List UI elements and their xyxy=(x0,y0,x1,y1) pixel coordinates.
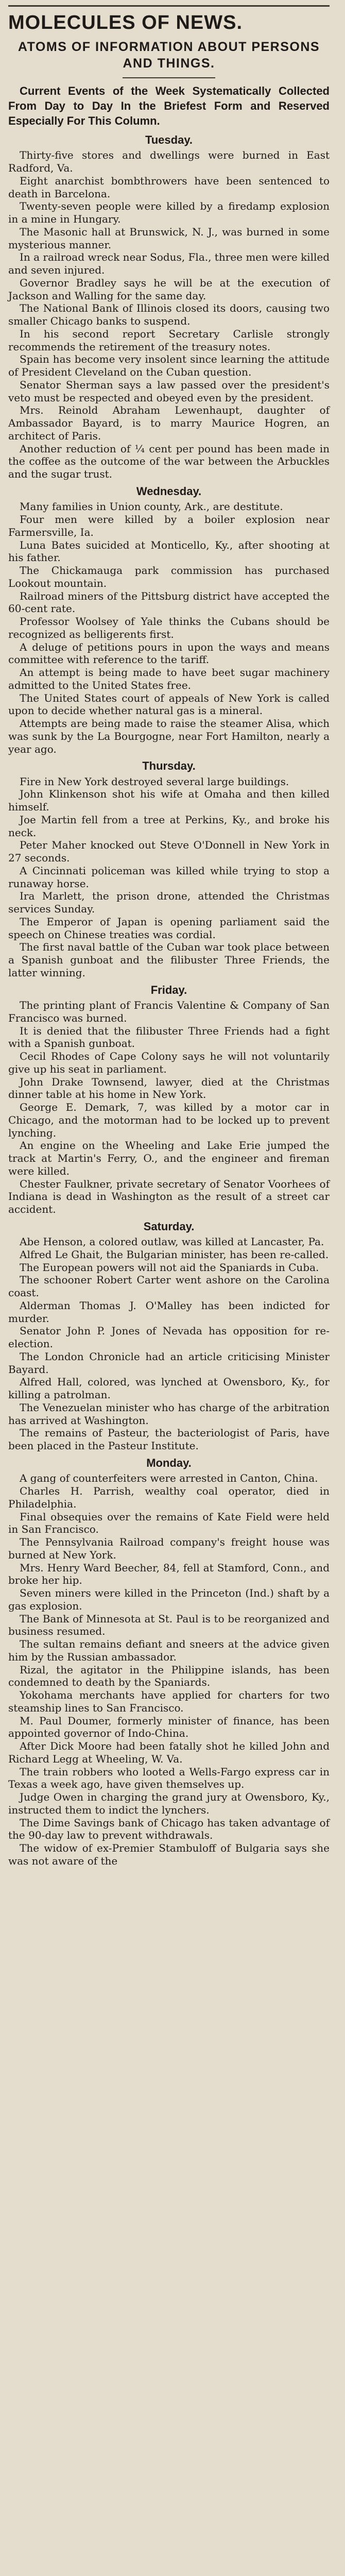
news-item: The widow of ex-Premier Stambuloff of Bulgaria says she was not aware of the xyxy=(8,1842,330,1867)
news-item: Final obsequies over the remains of Kate Field were held in San Francisco. xyxy=(8,1510,330,1536)
news-item: John Klinkenson shot his wife at Omaha and then killed himself. xyxy=(8,788,330,814)
day-heading: Tuesday. xyxy=(145,133,193,146)
news-item: Fire in New York destroyed several large buildings. xyxy=(20,775,289,788)
news-item: The Emperor of Japan is opening parliament said the speech on Chinese treaties was cordial. xyxy=(8,915,330,941)
news-item: Thirty-five stores and dwellings were burned in East Radford, Va. xyxy=(8,149,330,175)
news-item: Alfred Le Ghait, the Bulgarian minister, has been re-called. xyxy=(20,1248,329,1261)
news-item: Chester Faulkner, private secretary of Senator Voorhees of Indiana is dead in Washington as the result of a street car accident. xyxy=(8,1177,330,1216)
news-item: M. Paul Doumer, formerly minister of finance, has been appointed governor of Indo-China. xyxy=(8,1714,330,1740)
news-item: Ira Marlett, the prison drone, attended the Christmas services Sunday. xyxy=(8,890,330,916)
news-item: The remains of Pasteur, the bacteriologist of Paris, have been placed in the Pasteur Institute. xyxy=(8,1427,330,1452)
news-item: The Pennsylvania Railroad company's freight house was burned at New York. xyxy=(8,1536,330,1561)
day-heading: Friday. xyxy=(150,983,187,996)
news-item: Many families in Union county, Ark., are destitute. xyxy=(20,500,283,513)
news-item: Joe Martin fell from a tree at Perkins, Ky., and broke his neck. xyxy=(8,813,330,839)
news-item: Yokohama merchants have applied for charters for two steamship lines to San Francisco. xyxy=(8,1689,330,1714)
top-rule xyxy=(8,5,330,7)
news-item: Attempts are being made to raise the steamer Alisa, which was sunk by the La Bourgogne, near Fort Hamilton, nearly a year ago. xyxy=(8,717,330,755)
news-item: Railroad miners of the Pittsburg district have accepted the 60-cent rate. xyxy=(8,589,330,615)
news-item: Charles H. Parrish, wealthy coal operator, died in Philadelphia. xyxy=(8,1485,330,1510)
news-item: The Masonic hall at Brunswick, N. J., was burned in some mysterious manner. xyxy=(8,225,330,251)
news-item: The first naval battle of the Cuban war took place between a Spanish gunboat and the filibuster Three Friends, the latter winning. xyxy=(8,941,330,979)
news-item: The sultan remains defiant and sneers at the advice given him by the Russian ambassador. xyxy=(8,1638,330,1663)
news-item: The printing plant of Francis Valentine & Company of San Francisco was burned. xyxy=(8,999,330,1024)
news-item: Luna Bates suicided at Monticello, Ky., after shooting at his father. xyxy=(8,538,330,564)
news-item: Judge Owen in charging the grand jury at Owensboro, Ky., instructed them to indict the lynchers. xyxy=(8,1791,330,1816)
day-heading: Saturday. xyxy=(143,1219,195,1233)
news-item: The European powers will not aid the Spaniards in Cuba. xyxy=(20,1261,319,1274)
headline: MOLECULES OF NEWS. xyxy=(8,12,243,33)
news-item: Seven miners were killed in the Princeton (Ind.) shaft by a gas explosion. xyxy=(8,1587,330,1612)
news-item: In a railroad wreck near Sodus, Fla., three men were killed and seven injured. xyxy=(8,251,330,277)
news-item: An attempt is being made to have beet sugar machinery admitted to the United States free. xyxy=(8,666,330,691)
intro-paragraph: Current Events of the Week Systematically Collected From Day to Day In the Briefest Form and Reserved Especially For This Column. xyxy=(8,84,330,127)
news-item: The Venezuelan minister who has charge of the arbitration has arrived at Washington. xyxy=(8,1401,330,1427)
news-item: George E. Demark, 7, was killed by a motor car in Chicago, and the motorman had to be locked up to prevent lynching. xyxy=(8,1101,330,1139)
news-item: Mrs. Henry Ward Beecher, 84, fell at Stamford, Conn., and broke her hip. xyxy=(8,1561,330,1587)
news-item: Governor Bradley says he will be at the execution of Jackson and Walling for the same day. xyxy=(8,276,330,302)
news-item: The Dime Savings bank of Chicago has taken advantage of the 90-day law to prevent withdrawals. xyxy=(8,1816,330,1842)
news-item: Peter Maher knocked out Steve O'Donnell in New York in 27 seconds. xyxy=(8,839,330,865)
news-item: Eight anarchist bombthrowers have been sentenced to death in Barcelona. xyxy=(8,174,330,200)
news-item: A deluge of petitions pours in upon the ways and means committee with reference to the tariff. xyxy=(8,640,330,666)
news-item: A Cincinnati policeman was killed while trying to stop a runaway horse. xyxy=(8,864,330,890)
news-item: John Drake Townsend, lawyer, died at the Christmas dinner table at his home in New York. xyxy=(8,1075,330,1101)
news-sections xyxy=(8,133,330,1868)
news-item: Cecil Rhodes of Cape Colony says he will not voluntarily give up his seat in parliament. xyxy=(8,1050,330,1075)
news-item: The Bank of Minnesota at St. Paul is to be reorganized and business resumed. xyxy=(8,1612,330,1638)
subhead: ATOMS OF INFORMATION ABOUT PERSONS AND THINGS. xyxy=(18,39,320,71)
news-item: It is denied that the filibuster Three Friends had a fight with a Spanish gunboat. xyxy=(8,1024,330,1050)
news-item: The National Bank of Illinois closed its doors, causing two smaller Chicago banks to suspend. xyxy=(8,302,330,328)
news-item: Mrs. Reinold Abraham Lewenhaupt, daughter of Ambassador Bayard, is to marry Maurice Hogren, an architect of Paris. xyxy=(8,404,330,442)
news-item: Abe Henson, a colored outlaw, was killed at Lancaster, Pa. xyxy=(20,1235,324,1248)
news-item: Another reduction of ¼ cent per pound has been made in the coffee as the outcome of the war between the Arbuckles and the sugar trust. xyxy=(8,442,330,481)
news-item: The Chickamauga park commission has purchased Lookout mountain. xyxy=(8,564,330,589)
news-item: Spain has become very insolent since learning the attitude of President Cleveland on the Cuban question. xyxy=(8,353,330,379)
news-item: Senator John P. Jones of Nevada has opposition for re-election. xyxy=(8,1325,330,1350)
news-item: Rizal, the agitator in the Philippine islands, has been condemned to death by the Spaniards. xyxy=(8,1663,330,1689)
news-item: The United States court of appeals of New York is called upon to decide whether natural gas is a mineral. xyxy=(8,691,330,717)
news-item: An engine on the Wheeling and Lake Erie jumped the track at Martin's Ferry, O., and the engineer and fireman were killed. xyxy=(8,1139,330,1177)
news-item: A gang of counterfeiters were arrested in Canton, China. xyxy=(20,1472,318,1485)
day-heading: Wednesday. xyxy=(136,484,202,498)
news-item: After Dick Moore had been fatally shot he killed John and Richard Legg at Wheeling, W. Va. xyxy=(8,1740,330,1765)
news-item: Alderman Thomas J. O'Malley has been indicted for murder. xyxy=(8,1299,330,1325)
news-item: Alfred Hall, colored, was lynched at Owensboro, Ky., for killing a patrolman. xyxy=(8,1376,330,1401)
day-heading: Monday. xyxy=(146,1456,192,1469)
day-heading: Thursday. xyxy=(142,759,196,773)
subhead-rule xyxy=(123,77,215,78)
news-item: Professor Woolsey of Yale thinks the Cubans should be recognized as belligerents first. xyxy=(8,615,330,640)
news-item: Twenty-seven people were killed by a firedamp explosion in a mine in Hungary. xyxy=(8,200,330,226)
news-item: Senator Sherman says a law passed over the president's veto must be respected and obeyed even by the president. xyxy=(8,378,330,404)
news-item: The London Chronicle had an article criticising Minister Bayard. xyxy=(8,1350,330,1376)
news-item: Four men were killed by a boiler explosion near Farmersville, Ia. xyxy=(8,513,330,538)
news-item: The train robbers who looted a Wells-Fargo express car in Texas a week ago, have given themselves up. xyxy=(8,1765,330,1791)
news-item: The schooner Robert Carter went ashore on the Carolina coast. xyxy=(8,1274,330,1299)
news-item: In his second report Secretary Carlisle strongly recommends the retirement of the treasury notes. xyxy=(8,327,330,353)
